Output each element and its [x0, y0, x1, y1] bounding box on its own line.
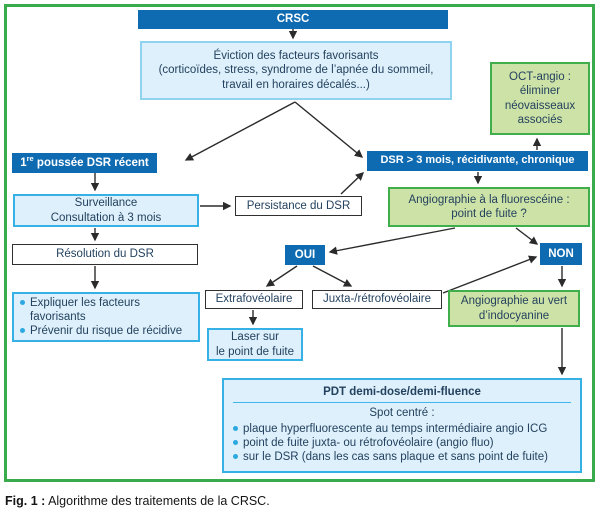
pdt-item — [233, 422, 571, 436]
oct-line: éliminer — [519, 85, 561, 98]
pdt-divider — [233, 402, 571, 403]
premiere-sup: re — [26, 153, 34, 163]
bullet-dot-icon — [20, 328, 25, 333]
dsr-chronique-label: DSR > 3 mois, récidivante, chronique — [380, 154, 575, 167]
pdt-title: PDT demi-dose/demi-fluence — [323, 386, 481, 398]
node-dsr-chronique — [367, 151, 588, 171]
node-expliquer-facteurs — [12, 292, 200, 342]
non-label: NON — [548, 247, 574, 260]
node-oct-angio — [490, 62, 590, 135]
bullet-dot-icon — [233, 454, 238, 459]
surveillance-line: Surveillance — [74, 197, 138, 210]
resolution-label: Résolution du DSR — [56, 248, 154, 261]
node-resolution-dsr — [12, 244, 198, 265]
extrafoveolaire-label: Extrafovéolaire — [215, 293, 293, 306]
node-crsc-label: CRSC — [276, 13, 310, 26]
node-surveillance — [13, 194, 199, 227]
figure-caption-label: Fig. 1 : — [5, 494, 46, 508]
pdt-item-text: sur le DSR (dans les cas sans plaque et sans point de fuite) — [243, 450, 548, 463]
oct-line: néovaisseaux — [504, 99, 576, 112]
eviction-line: Éviction des facteurs favorisants — [213, 49, 379, 62]
figure-caption — [5, 494, 270, 508]
fluo-line: point de fuite ? — [451, 208, 527, 220]
oct-line: OCT-angio : — [509, 70, 571, 83]
oct-line: associés — [517, 113, 563, 126]
bullet-dot-icon — [233, 426, 238, 431]
laser-line: Laser sur — [231, 331, 279, 344]
node-angiographie-vert-indocyanine — [448, 290, 580, 327]
node-non — [540, 243, 582, 265]
node-persistance-dsr — [235, 196, 362, 216]
node-crsc — [138, 10, 448, 29]
vert-line: Angiographie au vert — [460, 295, 568, 308]
node-oui — [285, 245, 325, 265]
facteurs-item — [20, 324, 192, 338]
facteurs-item-text: Prévenir du risque de récidive — [30, 325, 183, 338]
figure-caption-text: Algorithme des traitements de la CRSC. — [45, 494, 270, 508]
pdt-subtitle: Spot centré : — [369, 407, 435, 420]
eviction-line: (corticoïdes, stress, syndrome de l’apnée du sommeil, — [158, 64, 434, 77]
laser-line: le point de fuite — [215, 345, 294, 358]
node-eviction-facteurs — [140, 41, 452, 100]
pdt-item-text: plaque hyperfluorescente au temps intermédiaire angio ICG — [243, 422, 548, 435]
premiere-rest: poussée DSR récent — [33, 156, 149, 169]
node-premiere-poussee — [12, 153, 157, 173]
oui-label: OUI — [294, 248, 316, 261]
bullet-dot-icon — [20, 300, 25, 305]
juxta-label: Juxta-/rétrofovéolaire — [322, 293, 432, 306]
facteurs-item — [20, 296, 192, 324]
node-angiographie-fluoresceine — [388, 187, 590, 227]
node-pdt — [222, 378, 582, 473]
bullet-dot-icon — [233, 440, 238, 445]
pdt-item-text: point de fuite juxta- ou rétrofovéolaire (angio fluo) — [243, 436, 494, 449]
eviction-line: travail en horaires décalés...) — [222, 78, 370, 91]
premiere-num: 1 — [20, 156, 27, 169]
node-extrafoveolaire — [205, 290, 303, 309]
persistance-label: Persistance du DSR — [246, 199, 351, 212]
pdt-item — [233, 436, 571, 450]
facteurs-item-text: Expliquer les facteurs favorisants — [30, 296, 140, 323]
vert-line: d’indocyanine — [478, 309, 550, 322]
node-juxta-retrofoveolaire — [312, 290, 442, 309]
premiere-poussee-label — [20, 153, 149, 170]
node-laser-point-fuite — [207, 328, 303, 361]
surveillance-line: Consultation à 3 mois — [50, 211, 162, 224]
fluo-line: Angiographie à la fluorescéine : — [408, 193, 570, 206]
pdt-item — [233, 450, 571, 464]
